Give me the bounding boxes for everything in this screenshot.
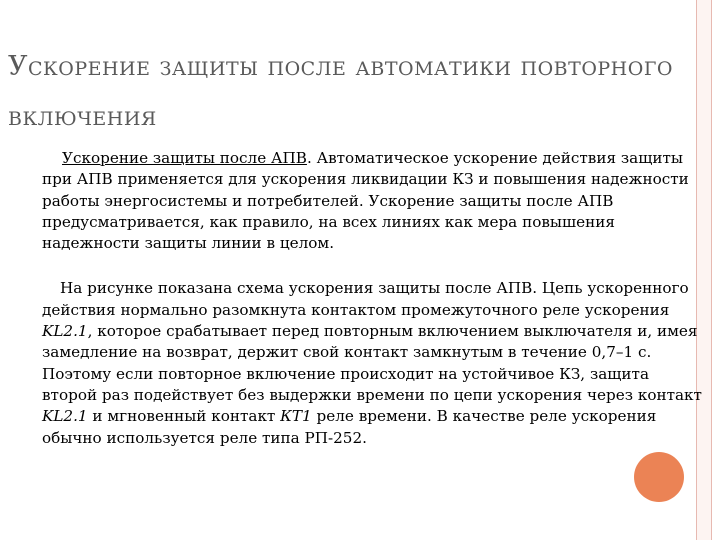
paragraph-2-part-2: , которое срабатывает перед повторным включением выключателя и, имея замедление на возврат, держит свой контакт замкнутым в течение 0,7–1 с. Поэтому если повторное включение происходит на устойчивое КЗ, защита второй раз подействует без выдержки времени по цепи ускорения через контакт xyxy=(42,322,702,404)
paragraph-1-text: . Автоматическое ускорение действия защиты при АПВ применяется для ускорения ликвидации КЗ и повышения надежности работы энергосистемы и потребителей. Ускорение защиты после АПВ предусматривается, как правило, на всех линиях как мера повышения надежности защиты линии в целом. xyxy=(42,149,689,253)
slide-title: Ускорение защиты после автоматики повторного включения xyxy=(8,51,673,132)
slide-body xyxy=(42,148,707,449)
paragraph-2-ref-1: KL2.1 xyxy=(42,322,88,341)
accent-circle-icon xyxy=(634,452,684,502)
paragraph-2-ref-3: КТ1 xyxy=(280,407,312,426)
paragraph-1-term: Ускорение защиты после АПВ xyxy=(62,149,307,167)
paragraph-2-part-4: реле времени. В качестве реле ускорения обычно используется реле типа РП-252. xyxy=(42,407,657,447)
paragraph-2-part-3: и мгновенный контакт xyxy=(87,407,281,426)
paragraph-2 xyxy=(42,278,707,448)
paragraph-1 xyxy=(42,148,707,254)
paragraph-2-ref-2: KL2.1 xyxy=(42,407,88,426)
paragraph-2-part-1: На рисунке показана схема ускорения защиты после АПВ. Цепь ускоренного действия нормально разомкнута контактом промежуточного реле ускорения xyxy=(42,279,689,319)
